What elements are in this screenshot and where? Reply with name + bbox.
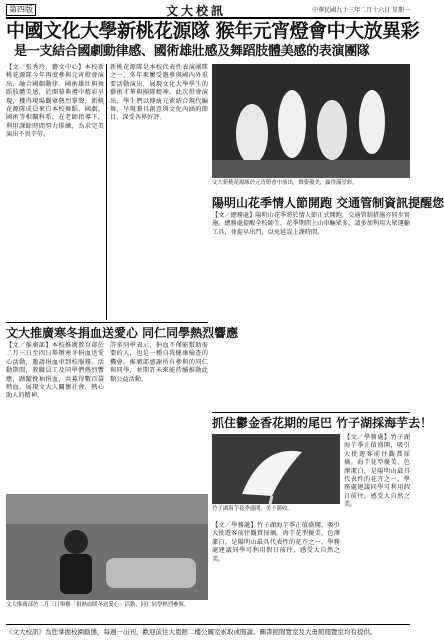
story3-body: 【文／總務處】陽明山花季將於情人節正式開跑，交通管制措施亦同步實施。總務處提醒全校師生，花季期間上山車輛眾多，請多加利用大眾運輸工具，並提早出門，以免延誤上課時間。	[212, 212, 410, 236]
section-rule-2	[212, 412, 410, 413]
story4-photo-caption: 竹子湖海芋花季盛開，美不勝收。	[212, 506, 293, 512]
calla-lily-image	[212, 434, 340, 504]
story4-body-side: 【文／學務處】竹子湖海芋季正值盛開，吸引大批遊客前往觀賞採摘。海芋花型優美、色澤潔白，是陽明山最具代表性的花卉之一。學務處建議同學可利用假日前往，感受大自然之美。	[344, 434, 410, 509]
story2-body-1: 【文／推廣部】本校推廣教育部於二月三日至四日舉辦寒冬捐血送愛心活動，邀請捐血車到校服務。活動期間，教職員工及同學們熱烈響應，踴躍挽袖捐血，共募得數百袋熱血，展現文大人關懷社會、熱心助人的精神。	[6, 342, 104, 400]
edition-label: 第四版	[6, 4, 36, 16]
story2-photo-caption: 文大推廣部於二月三日舉辦「捐熱血暖冬送愛心」活動，同仁同學熱烈參與。	[6, 602, 190, 608]
lead-column-1: 【文／張秀玲、藝文中心】本校新桃花源隊今年再度參與元宵燈會演出，融合國劇動律、國術雄壯與舞蹈肢體美感，於開幕典禮中精彩呈現，獲得現場觀眾熱烈掌聲。新桃花源隊成員來自本校舞蹈、國劇、國術等相關科系，在老師指導下，利用課餘時間努力排練，為求完美演出不畏辛勞。	[6, 64, 104, 139]
footer-notice: 《文大校訊》為您掌握校園動態，每週一出刊，歡迎前往大恩館二樓公關室索取或閱讀。圖書館閱覽室及大勇館閱覽室均有提供。	[6, 624, 410, 639]
section-rule	[6, 322, 208, 323]
column-divider	[106, 64, 107, 320]
story2-body-2: 許多同學表示，捐血不僅能幫助需要的人，也是一種自我健康檢查的機會。推廣部感謝所有參與的同仁與同學，並期許未來能持續推動此類公益活動。	[110, 342, 208, 383]
lead-column-2: 新桃花源隊是本校代表性表演團隊之一，多年來屢受邀參與國內外重要活動演出，展現文化大學學生的藝術才華與團隊精神。此次燈會演出，學生們以傳統元素結合現代編舞，呈現兼具創意與文化內涵的節目，深受各界好評。	[110, 64, 208, 122]
story4-photo	[212, 434, 340, 504]
story4-headline: 抓住鬱金香花期的尾巴 竹子湖採海芋去！	[212, 416, 433, 430]
story2-headline: 文大推廣寒冬捐血送愛心 同仁同學熱烈響應	[6, 326, 239, 340]
lead-subheadline: 是一支結合國劇動律感、國術雄壯感及舞蹈肢體美感的表演團隊	[14, 44, 370, 59]
blood-donation-image	[6, 494, 208, 600]
story3-headline: 陽明山花季情人節開跑 交通管制資訊提醒您	[212, 196, 444, 210]
header-rule	[6, 17, 410, 19]
lead-photo	[212, 64, 410, 178]
dancers-image	[212, 64, 410, 178]
lead-headline: 中國文化大學新桃花源隊 猴年元宵燈會中大放異彩	[6, 20, 420, 42]
page-header	[6, 2, 410, 18]
issue-date: 中華民國九十三年二月十六日 星期一	[312, 7, 410, 14]
story4-body: 【文／學務處】竹子湖海芋季正值盛開，吸引大批遊客前往觀賞採摘。海芋花型優美、色澤潔白，是陽明山最具代表性的花卉之一。學務處建議同學可利用假日前往，感受大自然之美。	[212, 522, 340, 563]
lead-photo-caption: 文大新桃花源隊於元宵燈會中演出，舞姿優美，贏得滿堂彩。	[212, 180, 358, 186]
masthead: 文大校訊	[166, 4, 227, 18]
story2-photo	[6, 494, 208, 600]
